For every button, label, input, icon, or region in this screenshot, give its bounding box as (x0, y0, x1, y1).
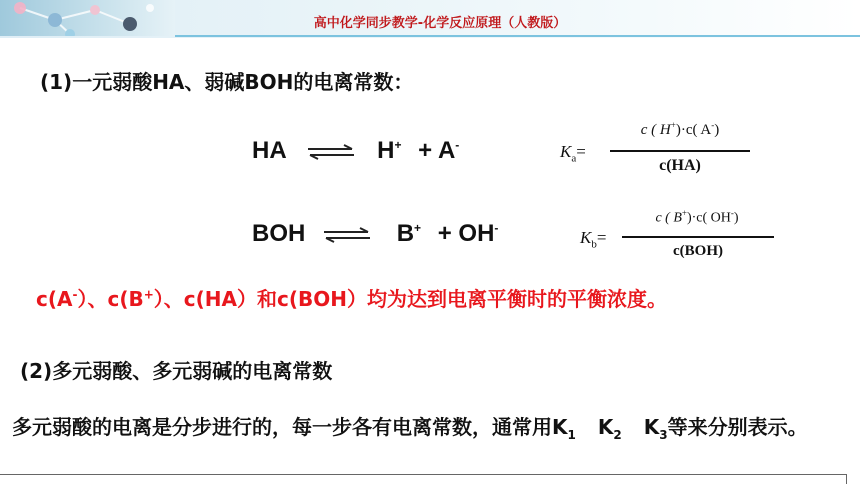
k3-symbol: K (643, 415, 660, 439)
eq1-product2-charge: - (455, 138, 460, 152)
k3-sub: 3 (659, 428, 668, 442)
section1-heading: (1)一元弱酸HA、弱碱BOH的电离常数： (40, 70, 414, 94)
kb-symbol: K (580, 228, 592, 247)
eq1-product1-charge: + (394, 138, 402, 152)
eq2-product2: OH (458, 220, 495, 247)
kb-equals: = (596, 228, 607, 247)
polyprotic-explanation (12, 410, 852, 452)
eq2-product2-charge: - (494, 221, 499, 235)
highlight-sup2: + (143, 287, 154, 302)
kb-fraction-bar (622, 236, 774, 238)
kb-num-sup2: - (730, 208, 734, 218)
highlight-part1: c(A (36, 287, 73, 311)
ka-fraction-bar (610, 150, 750, 152)
eq2-plus: + (437, 220, 452, 247)
equation-ha (252, 137, 459, 165)
kb-numerator (622, 208, 772, 227)
highlight-sup1: - (72, 287, 78, 302)
header-title: 高中化学同步教学-化学反应原理（人教版） (313, 16, 567, 31)
ka-denominator: c(HA) (659, 157, 701, 174)
kb-sub: b (591, 238, 597, 251)
k1-sub: 1 (567, 428, 576, 442)
eq1-product2: A (437, 137, 456, 164)
ka-num-sup2: - (711, 120, 715, 130)
ka-num-sup1: + (670, 120, 676, 130)
ka-symbol: K (560, 142, 572, 161)
section2-heading: (2)多元弱酸、多元弱碱的电离常数 (20, 359, 333, 383)
eq2-product1-charge: + (414, 221, 422, 235)
kb-num-sup1: + (681, 208, 687, 218)
eq2-reactant: BOH (252, 220, 306, 247)
kb-num-part1: c ( B (655, 210, 682, 226)
highlight-part3: ）、c(HA）和c(BOH）均为达到电离平衡时的平衡浓度。 (153, 287, 667, 311)
eq1-reactant: HA (252, 137, 286, 164)
paragraph-text: 多元弱酸的电离是分步进行的，每一步各有电离常数，通常用K (12, 415, 568, 439)
eq1-plus: + (418, 137, 433, 164)
molecule-banner-image (0, 0, 175, 36)
highlight-part2: ）、c(B (77, 287, 144, 311)
equilibrium-arrow-icon (322, 227, 372, 243)
equilibrium-concentration-note (36, 283, 667, 312)
eq1-product1: H (377, 137, 395, 164)
kb-denominator: c(BOH) (673, 243, 723, 259)
footer-divider (0, 474, 846, 475)
kb-num-end: ) (733, 210, 739, 226)
paragraph-tail: 等来分别表示。 (667, 415, 808, 439)
ka-num-end: ) (714, 122, 720, 138)
equilibrium-arrow-icon (306, 144, 356, 160)
equation-boh (252, 220, 498, 248)
k2-sub: 2 (613, 428, 622, 442)
ka-equals: = (576, 142, 586, 161)
header-rule (175, 35, 860, 37)
k2-symbol: K (597, 415, 614, 439)
ka-numerator (610, 120, 750, 139)
eq2-product1: B (396, 220, 415, 247)
kb-formula (580, 204, 780, 266)
ka-num-part1: c ( H (640, 122, 671, 138)
ka-sub: a (571, 152, 577, 165)
footer-divider-end (846, 474, 847, 484)
ka-formula (560, 118, 760, 180)
kb-num-mid: )·c( OH (686, 210, 731, 226)
ka-num-mid: )·c( A (675, 122, 712, 138)
